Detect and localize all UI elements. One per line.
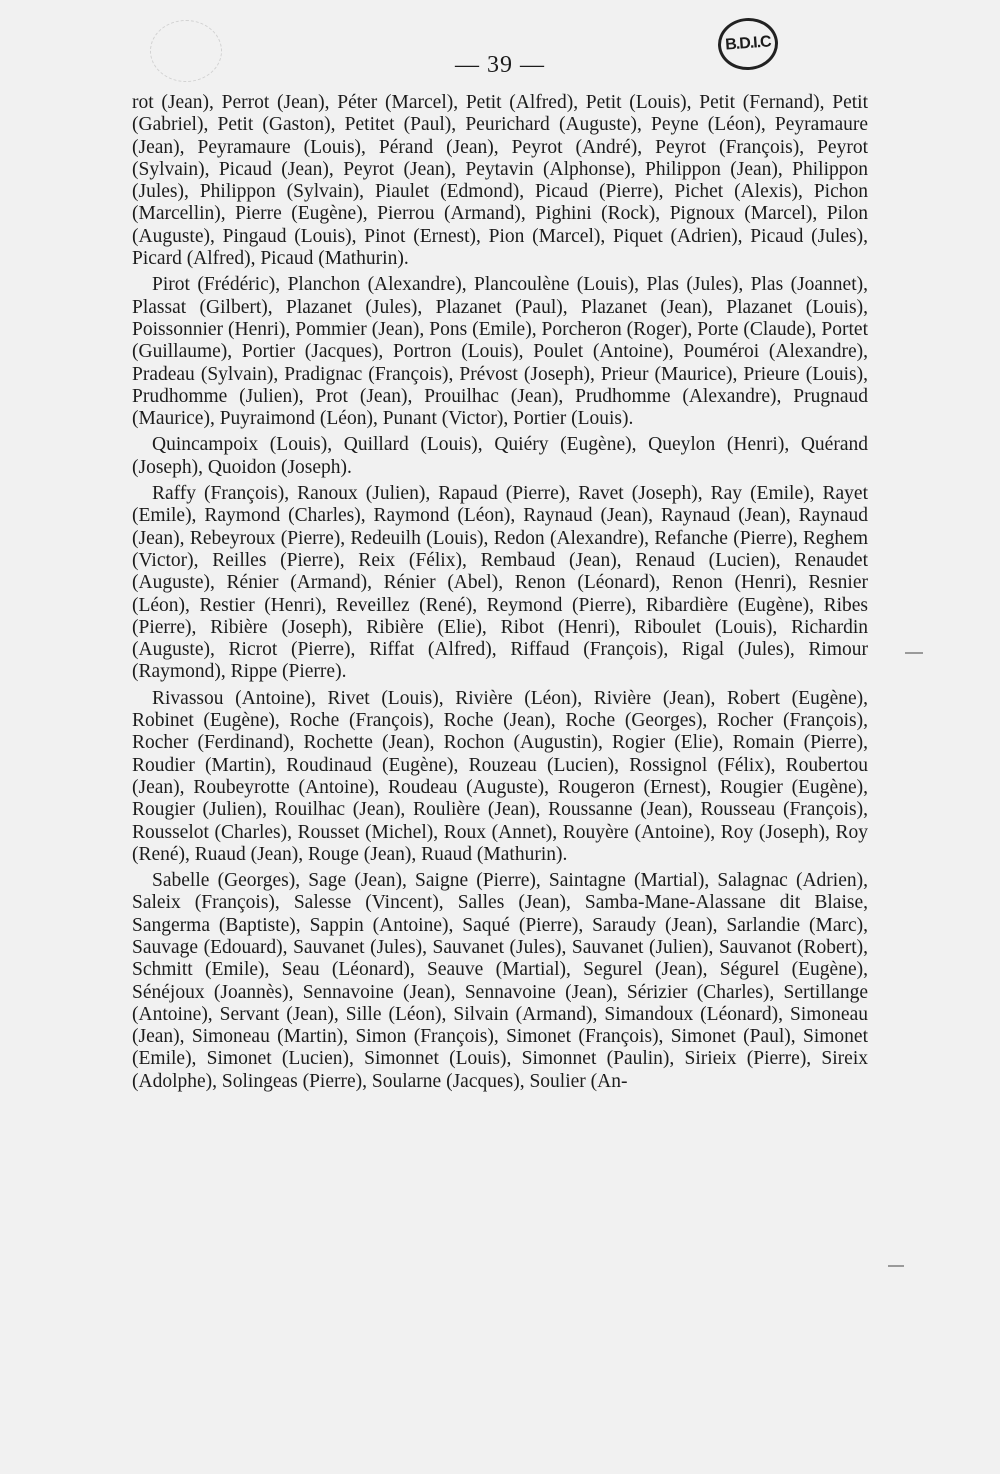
- stamp-text: B.D.I.C: [724, 33, 772, 54]
- paragraph-r-names-2: Rivassou (Antoine), Rivet (Louis), Rivière (Léon), Rivière (Jean), Robert (Eugène), Robinet (Eugène), Roche (François), Roche (Jean), Roche (Georges), Rocher (François), Rocher (Ferdinand), Rochette (Jean), Rochon (Augustin), Rogier (Elie), Romain (Pierre), Roudier (Martin), Roudinaud (Eugène), Rouzeau (Lucien), Rossignol (Félix), Roubertou (Jean), Roubeyrotte (Antoine), Roudeau (Auguste), Rougeron (Ernest), Rougier (Eugène), Rougier (Julien), Rouilhac (Jean), Roulière (Jean), Roussanne (Jean), Rousseau (François), Rousselot (Charles), Rousset (Michel), Roux (Annet), Rouyère (Antoine), Roy (Joseph), Roy (René), Ruaud (Jean), Rouge (Jean), Ruaud (Mathurin).: [132, 687, 868, 865]
- name-list-body: [132, 92, 868, 1097]
- margin-mark: [888, 1265, 904, 1267]
- page-number: — 39 —: [455, 52, 545, 78]
- margin-mark: [905, 652, 923, 654]
- paragraph-r-names-1: Raffy (François), Ranoux (Julien), Rapaud (Pierre), Ravet (Joseph), Ray (Emile), Rayet (Emile), Raymond (Charles), Raymond (Léon), Raynaud (Jean), Raynaud (Jean), Raynaud (Jean), Rebeyroux (Pierre), Redeuilh (Louis), Redon (Alexandre), Refanche (Pierre), Reghem (Victor), Reilles (Pierre), Reix (Félix), Rembaud (Jean), Renaud (Lucien), Renaudet (Auguste), Rénier (Armand), Rénier (Abel), Renon (Léonard), Renon (Henri), Resnier (Léon), Restier (Henri), Reveillez (René), Reymond (Pierre), Ribardière (Eugène), Ribes (Pierre), Ribière (Joseph), Ribière (Elie), Ribot (Henri), Riboulet (Louis), Richardin (Auguste), Ricrot (Pierre), Riffat (Alfred), Riffaud (François), Rigal (Jules), Rimour (Raymond), Rippe (Pierre).: [132, 483, 868, 683]
- paragraph-p-names-1: rot (Jean), Perrot (Jean), Péter (Marcel), Petit (Alfred), Petit (Louis), Petit (Fernand), Petit (Gabriel), Petit (Gaston), Petitet (Paul), Peurichard (Auguste), Peyne (Léon), Peyramaure (Jean), Peyramaure (Louis), Pérand (Jean), Peyrot (André), Peyrot (François), Peyrot (Sylvain), Picaud (Jean), Peyrot (Jean), Peytavin (Alphonse), Philippon (Jean), Philippon (Jules), Philippon (Sylvain), Piaulet (Edmond), Picaud (Pierre), Pichet (Alexis), Pichon (Marcellin), Pierre (Eugène), Pierrou (Armand), Pighini (Rock), Pignoux (Marcel), Pilon (Auguste), Pingaud (Louis), Pinot (Ernest), Pion (Marcel), Piquet (Adrien), Picaud (Jules), Picard (Alfred), Picaud (Mathurin).: [132, 92, 868, 270]
- paragraph-p-names-2: Pirot (Frédéric), Planchon (Alexandre), Plancoulène (Louis), Plas (Jules), Plas (Joannet), Plassat (Gilbert), Plazanet (Jules), Plazanet (Paul), Plazanet (Jean), Plazanet (Louis), Poissonnier (Henri), Pommier (Jean), Pons (Emile), Porcheron (Roger), Porte (Claude), Portet (Guillaume), Portier (Jacques), Portron (Louis), Poulet (Antoine), Pouméroi (Alexandre), Pradeau (Sylvain), Pradignac (François), Prévost (Joseph), Prieur (Maurice), Prieure (Louis), Prudhomme (Julien), Prot (Jean), Prouilhac (Jean), Prudhomme (Alexandre), Prugnaud (Maurice), Puyraimond (Léon), Punant (Victor), Portier (Louis).: [132, 274, 868, 430]
- paragraph-q-names: Quincampoix (Louis), Quillard (Louis), Quiéry (Eugène), Queylon (Henri), Quérand (Joseph), Quoidon (Joseph).: [132, 434, 868, 478]
- paragraph-s-names: Sabelle (Georges), Sage (Jean), Saigne (Pierre), Saintagne (Martial), Salagnac (Adrien), Saleix (François), Salesse (Vincent), Salles (Jean), Samba-Mane-Alassane dit Blaise, Sangerma (Baptiste), Sappin (Antoine), Saqué (Pierre), Saraudy (Jean), Sarlandie (Marc), Sauvage (Edouard), Sauvanet (Jules), Sauvanet (Jules), Sauvanet (Julien), Sauvanot (Robert), Schmitt (Emile), Seau (Léonard), Seauve (Martial), Segurel (Jean), Ségurel (Eugène), Sénéjoux (Joannès), Sennavoine (Jean), Sennavoine (Jean), Sérizier (Charles), Sertillange (Antoine), Servant (Jean), Sille (Léon), Silvain (Armand), Simandoux (Léonard), Simoneau (Jean), Simoneau (Martin), Simon (François), Simonet (François), Simonet (Paul), Simonet (Emile), Simonet (Lucien), Simonnet (Louis), Simonnet (Paulin), Sirieix (Pierre), Sireix (Adolphe), Solingeas (Pierre), Soularne (Jacques), Soulier (An-: [132, 870, 868, 1092]
